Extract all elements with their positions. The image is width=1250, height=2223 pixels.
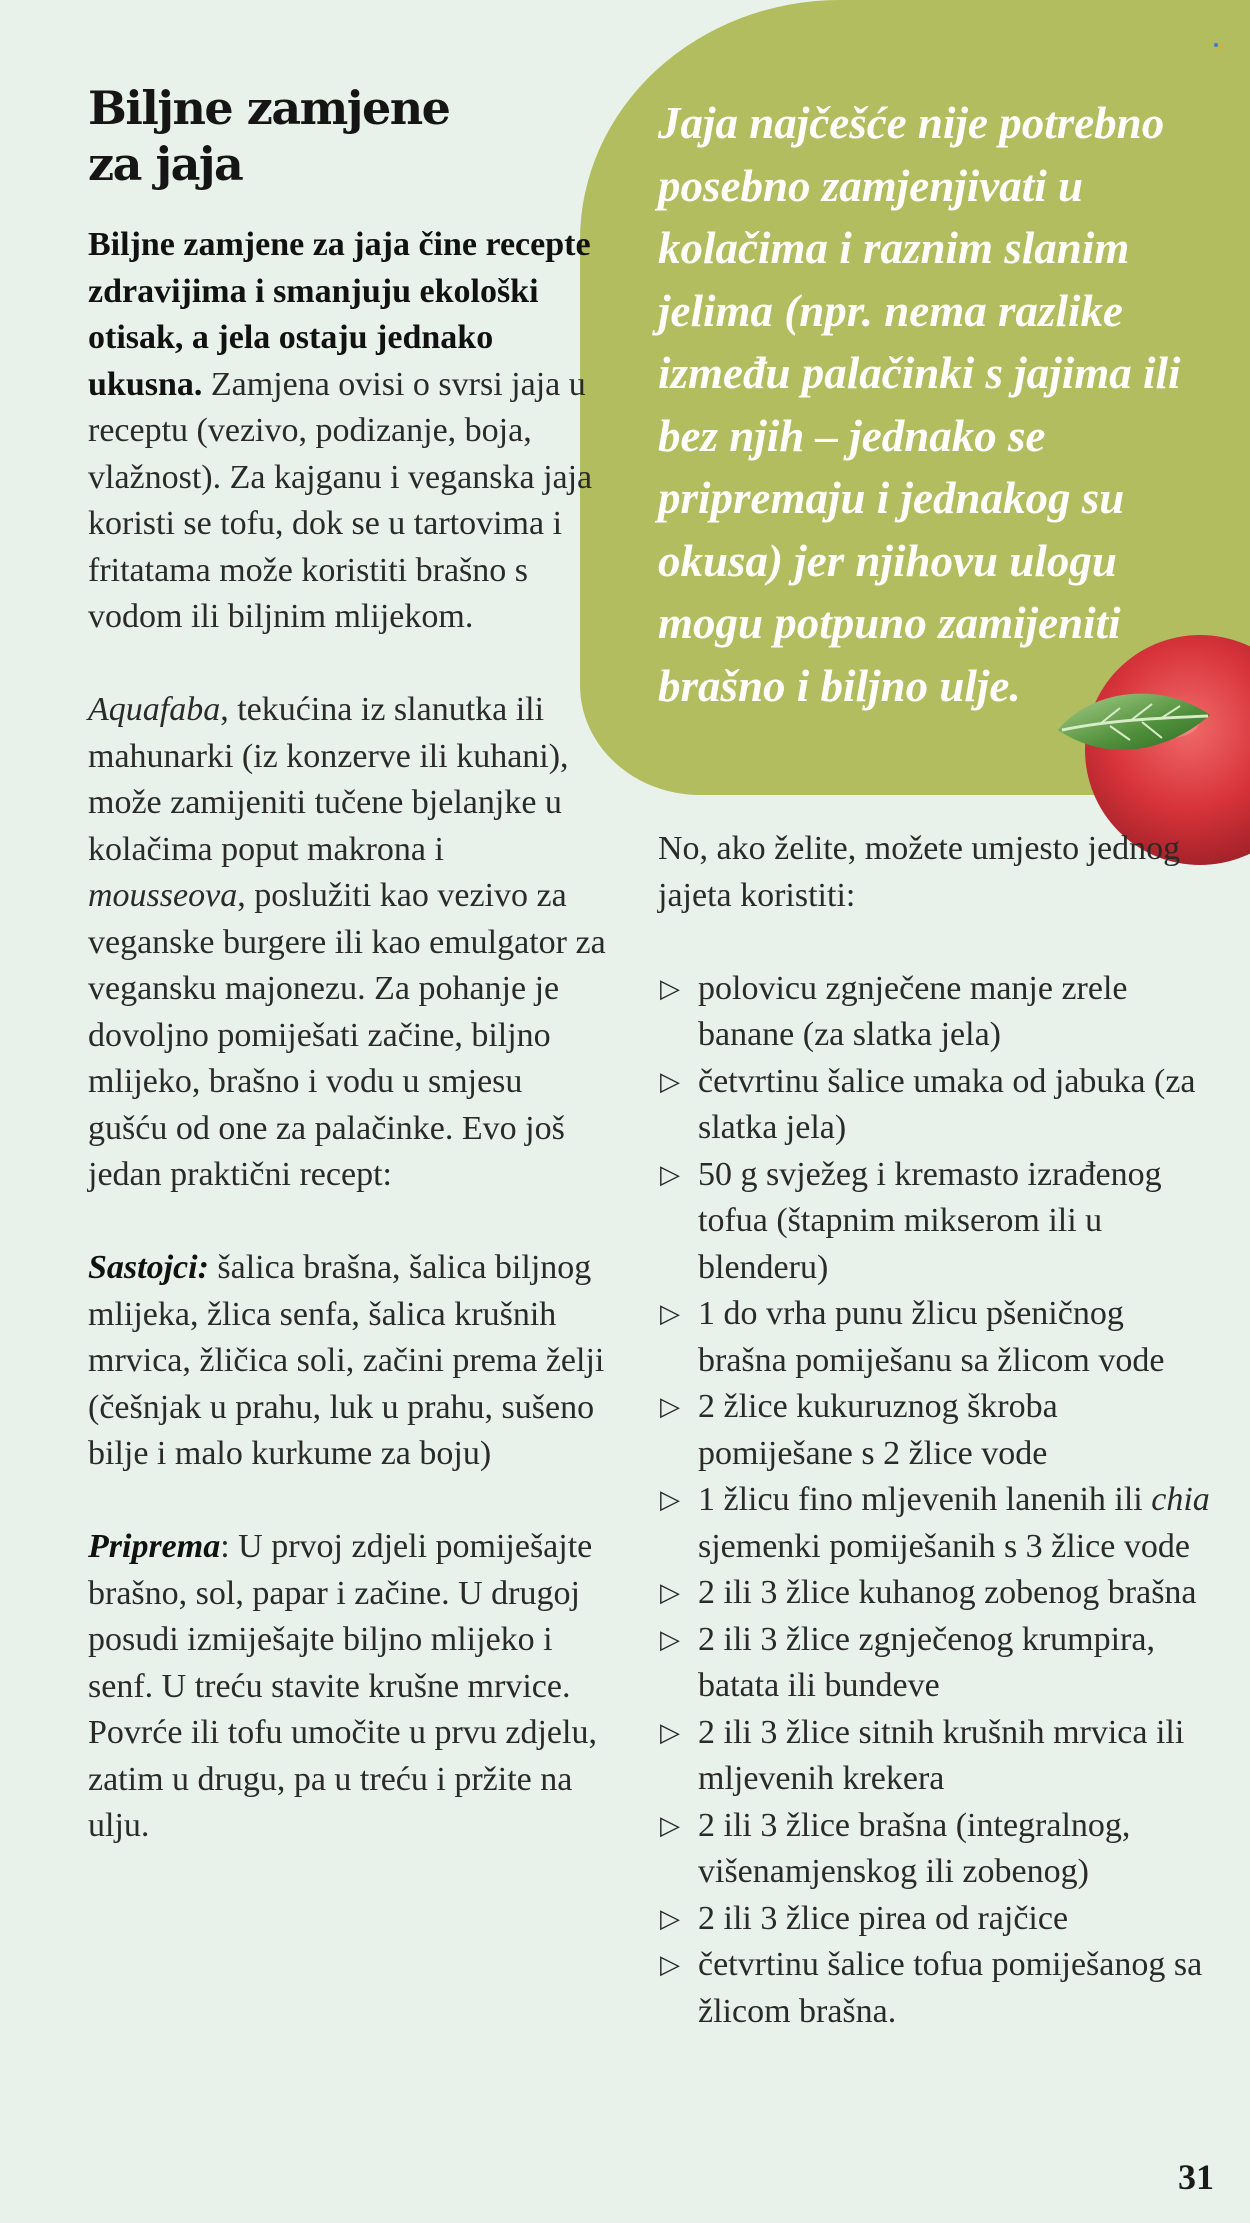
aquafaba-text-1: , tekućina iz slanutka ili mahunarki (iz konzerve ili kuhani), može zamijeniti tučene bjelanjke u kolačima poput makrona i — [88, 691, 569, 868]
callout-quote: Jaja najčešće nije potrebno posebno zamjenjivati u kolačima i raznim slanim jelima (npr. nema razlike između palačinki s jajima ili bez njih – jednako se pripremaju i jednakog su okusa) jer njihovu ulogu mogu potpuno zamijeniti brašno i biljno ulje. — [658, 98, 1181, 711]
preparation-label: Priprema — [88, 1528, 221, 1565]
list-item: ▷ 1 do vrha punu žlicu pšeničnog brašna pomiješanu sa žlicom vode — [658, 1291, 1218, 1384]
substitutes-intro: No, ako želite, možete umjesto jednog jajeta koristiti: — [658, 830, 1181, 914]
bullet-triangle-icon: ▷ — [660, 1159, 680, 1189]
aquafaba-term-2: mousseova — [88, 877, 238, 914]
lead-text: Zamjena ovisi o svrsi jaja u receptu (vezivo, podizanje, boja, vlažnost). Za kajganu i veganska jaja koristi se tofu, dok se u tartovima i fritatama može koristiti brašno s vodom ili biljnim mlijekom. — [88, 365, 593, 635]
bullet-triangle-icon: ▷ — [660, 1485, 680, 1514]
list-item: ▷ 2 ili 3 žlice kuhanog zobenog brašna — [658, 1570, 1218, 1617]
bullet-triangle-icon: ▷ — [660, 1578, 680, 1607]
bullet-triangle-icon: ▷ — [660, 1903, 680, 1933]
page-number: 31 — [1178, 2157, 1214, 2197]
left-column — [88, 222, 608, 1850]
bullet-triangle-icon: ▷ — [660, 1299, 680, 1328]
bullet-triangle-icon: ▷ — [660, 1066, 680, 1096]
list-item: ▷ 1 žlicu fino mljevenih lanenih ili chia sjemenki pomiješanih s 3 žlice vode — [658, 1477, 1218, 1570]
list-item: ▷ polovicu zgnječene manje zrele banane (za slatka jela) — [658, 966, 1218, 1059]
bullet-triangle-icon: ▷ — [660, 1950, 680, 1979]
ingredients-paragraph — [88, 1245, 608, 1478]
bullet-triangle-icon: ▷ — [660, 973, 680, 1003]
list-item: ▷ 2 ili 3 žlice brašna (integralnog, višenamjenskog ili zobenog) — [658, 1803, 1218, 1896]
lead-paragraph — [88, 222, 608, 641]
preparation-text: U prvoj zdjeli pomiješajte brašno, sol, papar i začine. U drugoj posudi izmiješajte biljno mlijeko i senf. U treću stavite krušne mrvice. Povrće ili tofu umočite u prvu zdjelu, zatim u drugu, pa u treću i pržite na ulju. — [88, 1528, 597, 1844]
bullet-triangle-icon: ▷ — [660, 1392, 680, 1421]
bullet-triangle-icon: ▷ — [660, 1810, 680, 1840]
ingredients-text: šalica brašna, šalica biljnog mlijeka, žlica senfa, šalica krušnih mrvica, žličica soli, začini prema želji (češnjak u prahu, luk u prahu, sušeno bilje i malo kurkume za boju) — [88, 1249, 605, 1472]
substitutes-list — [658, 966, 1218, 2036]
list-item: ▷ 2 ili 3 žlice zgnječenog krumpira, batata ili bundeve — [658, 1617, 1218, 1710]
list-item: ▷ 50 g svježeg i kremasto izrađenog tofua (štapnim mikserom ili u blenderu) — [658, 1152, 1218, 1292]
aquafaba-text-2: , poslužiti kao vezivo za veganske burgere ili kao emulgator za vegansku majonezu. Za pohanje je dovoljno pomiješati začine, biljno mlijeko, brašno i vodu u smjesu gušću od one za palačinke. Evo još jedan praktični recept: — [88, 877, 606, 1193]
list-item: ▷ 2 ili 3 žlice sitnih krušnih mrvica ili mljevenih krekera — [658, 1710, 1218, 1803]
bullet-triangle-icon: ▷ — [660, 1624, 680, 1654]
preparation-paragraph — [88, 1524, 608, 1850]
ingredients-label: Sastojci: — [88, 1249, 209, 1286]
bullet-triangle-icon: ▷ — [660, 1717, 680, 1747]
list-item: ▷ 2 ili 3 žlice pirea od rajčice — [658, 1896, 1218, 1943]
list-item: ▷ četvrtinu šalice tofua pomiješanog sa žlicom brašna. — [658, 1942, 1218, 2035]
preparation-colon: : — [220, 1528, 230, 1565]
list-item: ▷ četvrtinu šalice umaka od jabuka (za slatka jela) — [658, 1059, 1218, 1152]
article-title: Biljne zamjene za jaja — [88, 81, 450, 191]
corner-mark-icon — [1213, 42, 1225, 50]
lead-bold: Biljne zamjene za jaja čine recepte zdravijima i smanjuju ekološki otisak, a jela ostaju jednako ukusna. — [88, 226, 591, 403]
aquafaba-term: Aquafaba — [88, 691, 221, 728]
chia-term: chia — [1151, 1481, 1210, 1518]
aquafaba-paragraph — [88, 687, 608, 1199]
list-item: ▷ 2 žlice kukuruznog škroba pomiješane s 2 žlice vode — [658, 1384, 1218, 1477]
right-column — [658, 826, 1218, 2035]
